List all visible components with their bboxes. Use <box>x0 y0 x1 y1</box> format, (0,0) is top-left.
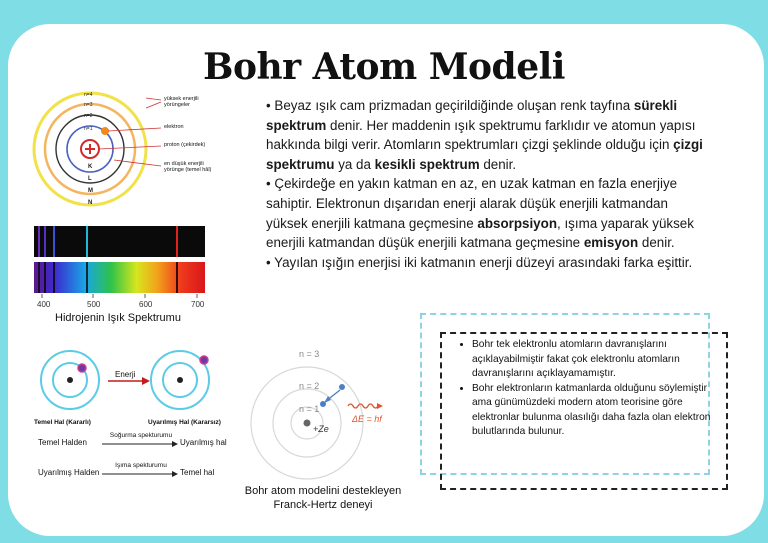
level-label-n4: n=4 <box>84 92 93 98</box>
label-proton: proton (çekirdek) <box>164 142 206 148</box>
label-ground-orbit: en düşük enerjili yörünge (temel hâl) <box>164 161 212 173</box>
shell-label-n: N <box>88 200 93 206</box>
excited-electron <box>200 356 208 364</box>
emitted-photon-wave <box>348 404 378 408</box>
fh-label-n3: n = 3 <box>299 349 320 359</box>
transition-diagram <box>30 350 230 418</box>
emission-arrow <box>100 470 180 478</box>
excited-nucleus <box>177 377 183 383</box>
fh-energy-label: ΔE = hf <box>352 414 382 424</box>
label-high-orbits: yüksek enerjili yörüngeler <box>164 96 199 108</box>
spectrum-caption: Hidrojenin Işık Spektrumu <box>55 312 181 324</box>
level-label-n2: n=2 <box>84 113 93 119</box>
fh-label-n1: n = 1 <box>299 404 320 414</box>
note-item: • Bohr tek elektronlu atomların davranışlarını açıklayabilmiştir fakat çok elektronlu atomların davranışlarını açıklayamamıştır. <box>472 338 714 382</box>
level-label-n3: n=3 <box>84 102 93 108</box>
excited-state-label: Uyarılmış Hal (Kararsız) <box>148 419 221 426</box>
tick-500: 500 <box>87 300 101 309</box>
franck-hertz-caption: Bohr atom modelini destekleyen Franck-Hertz deneyi <box>244 485 402 511</box>
tick-700: 700 <box>191 300 205 309</box>
ground-nucleus <box>67 377 73 383</box>
shell-label-m: M <box>88 188 93 194</box>
shell-label-l: L <box>88 176 92 182</box>
tick-400: 400 <box>37 300 51 309</box>
row1-from: Temel Halden <box>38 438 87 447</box>
franck-hertz-diagram <box>244 344 414 480</box>
paragraph-emitted-light: • Yayılan ışığın enerjisi iki katmanın enerji düzeyi arasındaki farka eşittir. <box>266 254 693 270</box>
ground-state-label: Temel Hal (Kararlı) <box>34 419 91 426</box>
fh-label-n2: n = 2 <box>299 381 320 391</box>
level-label-n1: n=1 <box>84 126 93 132</box>
row2-arrow-label: Işıma spekturumu <box>115 462 167 469</box>
hydrogen-spectrum <box>32 224 208 310</box>
energy-label: Enerji <box>115 370 136 379</box>
main-text <box>266 96 706 272</box>
page-title: Bohr Atom Modeli <box>203 46 565 88</box>
paragraph-energy-levels: • Çekirdeğe en yakın katman en az, en uzak katman en fazla enerjiye sahiptir. Elektronun dışarıdan enerji alarak düşük enerjili katmandan yüksek enerjili katmana geçmesine absorpsiyon, ışıma yaparak yüksek enerjili katmandan düşük enerjili katmana geçmesine emisyon denir. <box>266 176 694 251</box>
absorption-arrow <box>100 440 180 448</box>
note-item: • Bohr elektronların katmanlarda olduğunu söylemiştir ama günümüzdeki modern atom teorisine göre elektronlar bulunma olasılığı daha fazla olan elektron bulutlarında bulunur. <box>472 382 714 440</box>
label-electron: elektron <box>164 124 184 130</box>
row2-to: Temel hal <box>180 468 215 477</box>
notes-box <box>440 332 728 490</box>
electron-dot <box>101 127 109 135</box>
row1-to: Uyarılmış hal <box>180 438 227 447</box>
shell-label-k: K <box>88 164 93 170</box>
ground-electron <box>78 364 86 372</box>
fh-nucleus-label: +Ze <box>313 424 329 434</box>
fh-nucleus <box>304 420 311 427</box>
tick-600: 600 <box>139 300 153 309</box>
fh-electron-outer <box>339 384 345 390</box>
row1-arrow-label: Soğurma spekturumu <box>109 432 173 439</box>
emission-strip <box>34 226 205 257</box>
continuous-strip <box>34 262 205 293</box>
row2-from: Uyarılmış Halden <box>38 468 100 477</box>
paragraph-spectrum: • Beyaz ışık cam prizmadan geçirildiğinde oluşan renk tayfına sürekli spektrum denir. Her maddenin ışık spektrumu farklıdır ve atomun yapısı hakkında bilgi verir. Atomların spektrumları çizgi şeklinde olduğu için çizgi spektrumu ya da kesikli spektrum denir. <box>266 98 703 172</box>
